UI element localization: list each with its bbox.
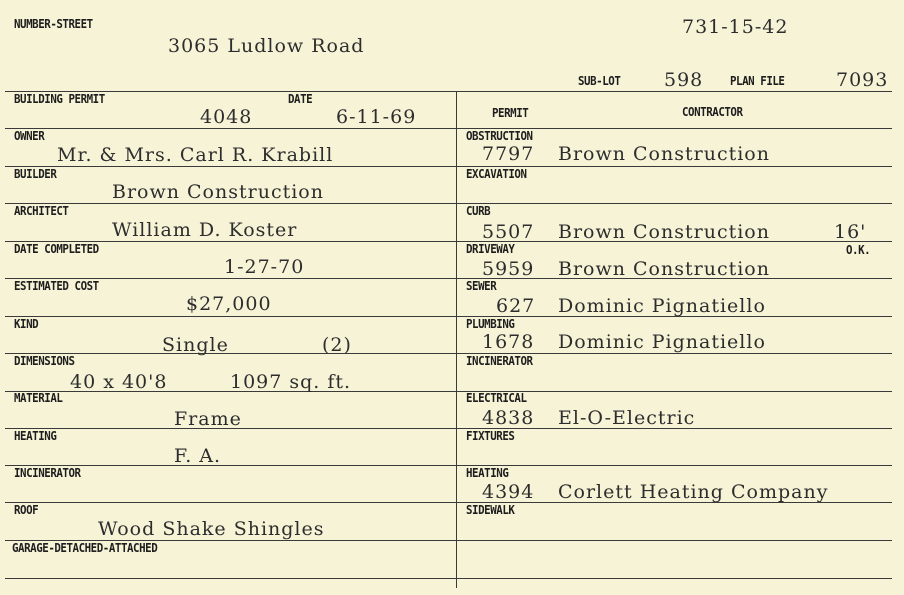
area-value: 1097 sq. ft. xyxy=(230,371,352,393)
heating-value: F. A. xyxy=(174,445,222,467)
obstruction-contractor: Brown Construction xyxy=(558,143,770,165)
sub-lot-value: 598 xyxy=(664,69,704,91)
builder-label: BUILDER xyxy=(14,167,57,181)
material-label: MATERIAL xyxy=(14,391,63,405)
right-heating-label: HEATING xyxy=(466,466,509,480)
electrical-label: ELECTRICAL xyxy=(466,391,527,405)
estimated-cost-value: $27,000 xyxy=(186,293,272,315)
curb-permit: 5507 xyxy=(482,221,535,243)
dimensions-value: 40 x 40'8 xyxy=(70,371,168,393)
kind-value: Single xyxy=(162,334,229,356)
rule-line xyxy=(5,166,892,167)
sewer-contractor: Dominic Pignatiello xyxy=(558,295,766,317)
obstruction-permit: 7797 xyxy=(482,143,535,165)
rule-line xyxy=(5,128,892,129)
permit-column-label: PERMIT xyxy=(492,106,529,120)
electrical-contractor: El-O-Electric xyxy=(558,407,696,429)
date-value: 6-11-69 xyxy=(336,106,417,128)
driveway-note: O.K. xyxy=(846,243,871,257)
rule-line xyxy=(5,91,892,92)
date-label: DATE xyxy=(288,92,313,106)
obstruction-label: OBSTRUCTION xyxy=(466,129,533,143)
material-value: Frame xyxy=(174,408,242,430)
date-completed-label: DATE COMPLETED xyxy=(14,242,99,256)
architect-value: William D. Koster xyxy=(112,219,298,241)
builder-value: Brown Construction xyxy=(112,181,324,203)
curb-label: CURB xyxy=(466,204,491,218)
roof-value: Wood Shake Shingles xyxy=(98,518,325,540)
driveway-permit: 5959 xyxy=(482,258,535,280)
rule-line xyxy=(5,428,892,429)
sidewalk-label: SIDEWALK xyxy=(466,503,515,517)
owner-label: OWNER xyxy=(14,129,45,143)
column-divider xyxy=(456,91,457,588)
rule-line xyxy=(5,353,892,354)
garage-label: GARAGE-DETACHED-ATTACHED xyxy=(12,541,158,555)
driveway-contractor: Brown Construction xyxy=(558,258,770,280)
contractor-column-label: CONTRACTOR xyxy=(682,105,743,119)
incinerator-label: INCINERATOR xyxy=(14,466,81,480)
rule-line xyxy=(5,465,892,466)
curb-note: 16' xyxy=(834,221,867,243)
plan-file-label: PLAN FILE xyxy=(730,74,785,88)
estimated-cost-label: ESTIMATED COST xyxy=(14,279,99,293)
address: 3065 Ludlow Road xyxy=(168,35,365,57)
owner-value: Mr. & Mrs. Carl R. Krabill xyxy=(57,144,334,166)
kind-units: (2) xyxy=(322,334,352,356)
driveway-label: DRIVEWAY xyxy=(466,242,515,256)
heating-contractor: Corlett Heating Company xyxy=(558,481,829,503)
heating-label: HEATING xyxy=(14,429,57,443)
excavation-label: EXCAVATION xyxy=(466,167,527,181)
electrical-permit: 4838 xyxy=(482,407,535,429)
date-completed-value: 1-27-70 xyxy=(224,256,305,278)
heating-permit: 4394 xyxy=(482,481,535,503)
kind-label: KIND xyxy=(14,317,39,331)
plumbing-permit: 1678 xyxy=(482,331,535,353)
building-permit-value: 4048 xyxy=(200,106,253,128)
roof-label: ROOF xyxy=(14,503,39,517)
sewer-permit: 627 xyxy=(496,295,536,317)
plan-file-value: 7093 xyxy=(836,69,889,91)
number-street-label: NUMBER-STREET xyxy=(14,17,93,31)
building-permit-label: BUILDING PERMIT xyxy=(14,92,105,106)
rule-line xyxy=(5,578,892,579)
sewer-label: SEWER xyxy=(466,279,497,293)
architect-label: ARCHITECT xyxy=(14,204,69,218)
right-incinerator-label: INCINERATOR xyxy=(466,354,533,368)
sub-lot-label: SUB-LOT xyxy=(578,74,621,88)
card-number: 731-15-42 xyxy=(682,16,789,38)
dimensions-label: DIMENSIONS xyxy=(14,354,75,368)
plumbing-label: PLUMBING xyxy=(466,317,515,331)
curb-contractor: Brown Construction xyxy=(558,221,770,243)
rule-line xyxy=(5,203,892,204)
fixtures-label: FIXTURES xyxy=(466,429,515,443)
plumbing-contractor: Dominic Pignatiello xyxy=(558,331,766,353)
